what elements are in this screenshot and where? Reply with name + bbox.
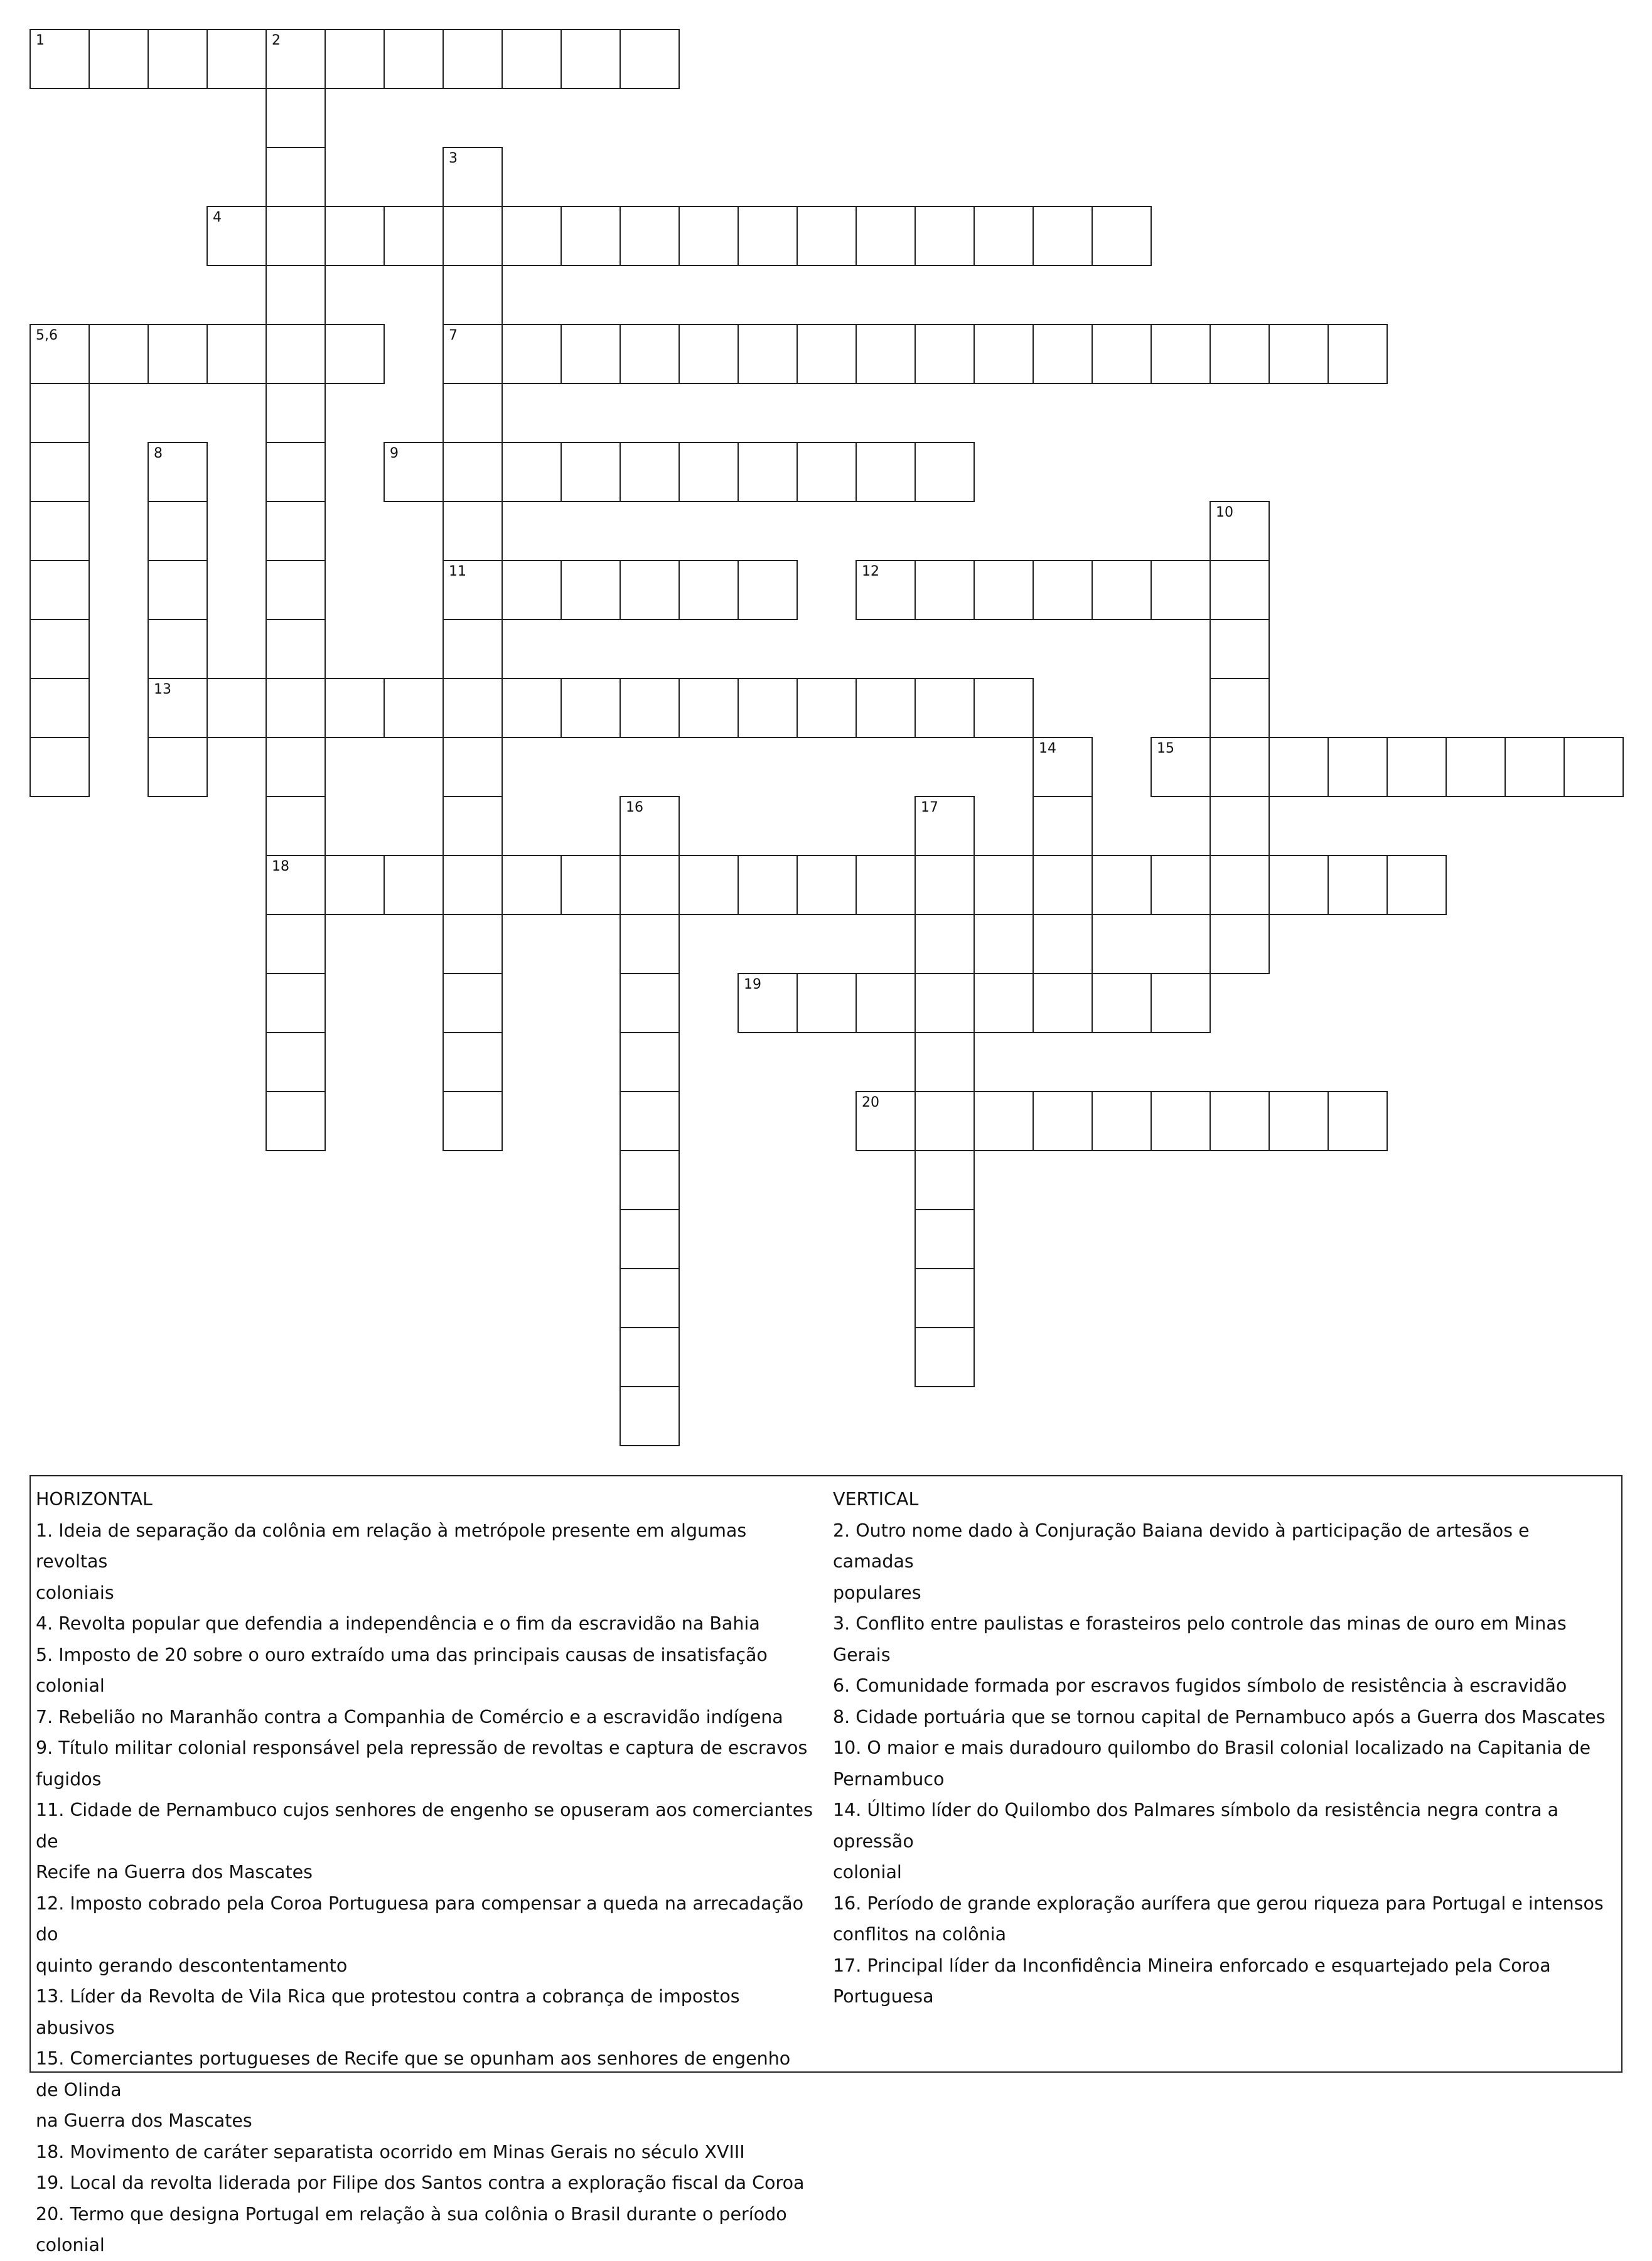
crossword-cell[interactable] (1210, 1091, 1270, 1151)
crossword-cell[interactable] (560, 442, 621, 502)
crossword-cell[interactable] (88, 29, 149, 89)
crossword-cell[interactable] (1032, 855, 1093, 915)
vertical-clue-line: Pernambuco (833, 1768, 945, 1790)
clue-number: 4 (213, 210, 222, 225)
crossword-cell[interactable] (1268, 324, 1329, 384)
crossword-cell[interactable] (148, 501, 208, 561)
clue-number: 8 (154, 446, 163, 461)
clue-number: 18 (272, 859, 289, 874)
crossword-cell[interactable] (856, 206, 916, 266)
crossword-cell[interactable] (620, 796, 680, 856)
crossword-cell[interactable] (30, 383, 90, 443)
crossword-cell[interactable] (620, 1268, 680, 1328)
horizontal-clue-line: 5. Imposto de 20 sobre o ouro extraído uma das principais causas de insatisfação colonial (36, 1644, 768, 1696)
crossword-cell[interactable] (266, 206, 326, 266)
horizontal-clue-line: coloniais (36, 1582, 114, 1603)
crossword-cell[interactable] (856, 678, 916, 738)
crossword-cell[interactable] (266, 737, 326, 797)
crossword-cell[interactable] (1032, 973, 1093, 1033)
clue-number: 16 (626, 800, 643, 815)
crossword-cell[interactable] (620, 324, 680, 384)
crossword-cell[interactable] (1150, 324, 1211, 384)
crossword-cell[interactable] (678, 206, 739, 266)
crossword-cell[interactable] (324, 29, 385, 89)
crossword-cell[interactable] (501, 678, 562, 738)
crossword-cell[interactable] (442, 442, 503, 502)
crossword-cell[interactable] (856, 855, 916, 915)
crossword-cell[interactable] (266, 855, 326, 915)
crossword-cell[interactable] (738, 324, 798, 384)
crossword-cell[interactable] (914, 560, 975, 620)
crossword-cell[interactable] (914, 1032, 975, 1092)
vertical-clue-line: 10. O maior e mais duradouro quilombo do Brasil colonial localizado na Capitania de (833, 1737, 1591, 1758)
crossword-cell[interactable] (442, 147, 503, 207)
crossword-cell[interactable] (1032, 560, 1093, 620)
crossword-cell[interactable] (1210, 501, 1270, 561)
clue-number: 12 (862, 564, 879, 579)
crossword-cell[interactable] (442, 501, 503, 561)
crossword-cell[interactable] (1092, 324, 1152, 384)
crossword-cell[interactable] (1032, 914, 1093, 974)
crossword-cell[interactable] (1032, 324, 1093, 384)
crossword-cell[interactable] (1150, 855, 1211, 915)
crossword-cell[interactable] (796, 678, 857, 738)
horizontal-title: HORIZONTAL (36, 1489, 153, 1510)
vertical-clue-line: populares (833, 1582, 921, 1603)
crossword-cell[interactable] (620, 678, 680, 738)
crossword-cell[interactable] (914, 914, 975, 974)
crossword-cell[interactable] (1210, 737, 1270, 797)
crossword-cell[interactable] (620, 442, 680, 502)
crossword-cell[interactable] (914, 1209, 975, 1269)
crossword-cell[interactable] (1268, 1091, 1329, 1151)
crossword-cell[interactable] (266, 324, 326, 384)
crossword-cell[interactable] (501, 29, 562, 89)
crossword-cell[interactable] (560, 206, 621, 266)
crossword-cell[interactable] (796, 973, 857, 1033)
crossword-cell[interactable] (620, 855, 680, 915)
horizontal-clue-line: 12. Imposto cobrado pela Coroa Portuguesa para compensar a queda na arrecadação do (36, 1893, 804, 1945)
horizontal-clue-line: quinto gerando descontentamento (36, 1955, 348, 1976)
crossword-cell[interactable] (324, 678, 385, 738)
vertical-clue-line: 14. Último líder do Quilombo dos Palmares símbolo da resistência negra contra a opressão (833, 1800, 1559, 1852)
clue-number: 3 (449, 151, 458, 166)
crossword-cell[interactable] (914, 442, 975, 502)
crossword-cell[interactable] (914, 1268, 975, 1328)
crossword-cell[interactable] (796, 206, 857, 266)
crossword-cell[interactable] (738, 206, 798, 266)
crossword-cell[interactable] (1268, 737, 1329, 797)
crossword-cell[interactable] (620, 1209, 680, 1269)
crossword-cell[interactable] (30, 560, 90, 620)
crossword-cell[interactable] (442, 324, 503, 384)
crossword-cell[interactable] (442, 29, 503, 89)
crossword-cell[interactable] (1446, 737, 1506, 797)
crossword-cell[interactable] (30, 324, 90, 384)
crossword-cell[interactable] (266, 619, 326, 679)
crossword-cell[interactable] (738, 560, 798, 620)
crossword-cell[interactable] (501, 324, 562, 384)
crossword-cell[interactable] (501, 206, 562, 266)
crossword-cell[interactable] (206, 206, 267, 266)
crossword-cell[interactable] (678, 324, 739, 384)
horizontal-clue-line: 4. Revolta popular que defendia a independência e o fim da escravidão na Bahia (36, 1613, 760, 1634)
crossword-cell[interactable] (973, 206, 1034, 266)
crossword-cell[interactable] (1210, 619, 1270, 679)
vertical-clue-line: 16. Período de grande exploração aurífera que gerou riqueza para Portugal e intensos (833, 1893, 1604, 1914)
crossword-cell[interactable] (1504, 737, 1565, 797)
crossword-cell[interactable] (1328, 737, 1388, 797)
crossword-cell[interactable] (206, 29, 267, 89)
crossword-cell[interactable] (856, 1091, 916, 1151)
vertical-clue-line: conflitos na colônia (833, 1924, 1007, 1945)
crossword-cell[interactable] (914, 206, 975, 266)
horizontal-clue-line: 18. Movimento de caráter separatista ocorrido em Minas Gerais no século XVIII (36, 2141, 745, 2162)
crossword-cell[interactable] (856, 560, 916, 620)
crossword-cell[interactable] (266, 29, 326, 89)
horizontal-clue-line: 15. Comerciantes portugueses de Recife que se opunham aos senhores de engenho de Olinda (36, 2048, 791, 2100)
crossword-cell[interactable] (206, 324, 267, 384)
clue-number: 2 (272, 33, 281, 48)
crossword-cell[interactable] (678, 442, 739, 502)
crossword-cell[interactable] (973, 560, 1034, 620)
crossword-cell[interactable] (620, 1327, 680, 1387)
crossword-cell[interactable] (973, 1091, 1034, 1151)
crossword-cell[interactable] (796, 324, 857, 384)
crossword-cell[interactable] (1210, 324, 1270, 384)
crossword-cell[interactable] (1092, 973, 1152, 1033)
crossword-cell[interactable] (1268, 855, 1329, 915)
crossword-cell[interactable] (1092, 560, 1152, 620)
crossword-cell[interactable] (620, 1150, 680, 1210)
crossword-cell[interactable] (620, 560, 680, 620)
crossword-cell[interactable] (148, 737, 208, 797)
horizontal-clue-line: 19. Local da revolta liderada por Filipe dos Santos contra a exploração fiscal da Coroa (36, 2172, 805, 2193)
crossword-cell[interactable] (620, 914, 680, 974)
crossword-cell[interactable] (796, 442, 857, 502)
crossword-cell[interactable] (1210, 560, 1270, 620)
crossword-cell[interactable] (148, 560, 208, 620)
crossword-cell[interactable] (324, 324, 385, 384)
vertical-clue-line: 2. Outro nome dado à Conjuração Baiana devido à participação de artesãos e camadas (833, 1520, 1530, 1572)
crossword-cell[interactable] (442, 1091, 503, 1151)
horizontal-clue-line: Recife na Guerra dos Mascates (36, 1862, 313, 1882)
crossword-cell[interactable] (1210, 855, 1270, 915)
crossword-cell[interactable] (266, 914, 326, 974)
crossword-cell[interactable] (1150, 737, 1211, 797)
clue-number: 20 (862, 1095, 879, 1110)
horizontal-clue-line: 1. Ideia de separação da colônia em relação à metrópole presente em algumas revoltas (36, 1520, 747, 1572)
crossword-cell[interactable] (796, 855, 857, 915)
crossword-cell[interactable] (442, 973, 503, 1033)
crossword-cell[interactable] (1386, 855, 1447, 915)
crossword-cell[interactable] (442, 1032, 503, 1092)
crossword-cell[interactable] (1328, 1091, 1388, 1151)
horizontal-clue-line: 11. Cidade de Pernambuco cujos senhores de engenho se opuseram aos comerciantes de (36, 1800, 813, 1852)
crossword-cell[interactable] (1032, 796, 1093, 856)
crossword-cell[interactable] (148, 442, 208, 502)
crossword-cell[interactable] (560, 855, 621, 915)
crossword-cell[interactable] (620, 29, 680, 89)
crossword-cell[interactable] (442, 619, 503, 679)
crossword-cell[interactable] (1564, 737, 1624, 797)
clue-number: 15 (1157, 741, 1174, 756)
crossword-cell[interactable] (914, 324, 975, 384)
crossword-cell[interactable] (914, 678, 975, 738)
crossword-cell[interactable] (30, 29, 90, 89)
crossword-cell[interactable] (148, 678, 208, 738)
crossword-cell[interactable] (266, 1032, 326, 1092)
crossword-cell[interactable] (973, 324, 1034, 384)
crossword-cell[interactable] (1032, 206, 1093, 266)
vertical-clue-line: 8. Cidade portuária que se tornou capital de Pernambuco após a Guerra dos Mascates (833, 1706, 1606, 1727)
clue-number: 14 (1039, 741, 1056, 756)
crossword-cell[interactable] (620, 1032, 680, 1092)
crossword-cell[interactable] (384, 855, 444, 915)
crossword-cell[interactable] (678, 560, 739, 620)
crossword-cell[interactable] (856, 442, 916, 502)
clue-number: 10 (1216, 505, 1233, 520)
crossword-cell[interactable] (266, 147, 326, 207)
crossword-cell[interactable] (442, 206, 503, 266)
horizontal-clues (36, 1484, 814, 2261)
crossword-cell[interactable] (620, 206, 680, 266)
crossword-cell[interactable] (620, 1091, 680, 1151)
crossword-cell[interactable] (914, 973, 975, 1033)
vertical-title: VERTICAL (833, 1489, 919, 1510)
crossword-cell[interactable] (30, 678, 90, 738)
crossword-cell[interactable] (914, 1150, 975, 1210)
crossword-cell[interactable] (501, 855, 562, 915)
crossword-cell[interactable] (738, 855, 798, 915)
crossword-cell[interactable] (442, 796, 503, 856)
crossword-cell[interactable] (266, 796, 326, 856)
crossword-cell[interactable] (384, 206, 444, 266)
crossword-cell[interactable] (442, 737, 503, 797)
crossword-cell[interactable] (30, 619, 90, 679)
vertical-clue-line: 17. Principal líder da Inconfidência Mineira enforcado e esquartejado pela Coroa Portuguesa (833, 1955, 1551, 2007)
crossword-cell[interactable] (266, 501, 326, 561)
crossword-cell[interactable] (560, 560, 621, 620)
crossword-cell[interactable] (1032, 1091, 1093, 1151)
crossword-cell[interactable] (1150, 973, 1211, 1033)
crossword-cell[interactable] (266, 265, 326, 325)
crossword-cell[interactable] (856, 324, 916, 384)
crossword-cell[interactable] (1032, 737, 1093, 797)
crossword-cell[interactable] (266, 442, 326, 502)
crossword-cell[interactable] (266, 973, 326, 1033)
crossword-cell[interactable] (501, 560, 562, 620)
crossword-cell[interactable] (560, 29, 621, 89)
clue-number: 5,6 (36, 328, 58, 343)
crossword-cell[interactable] (1210, 796, 1270, 856)
crossword-cell[interactable] (973, 678, 1034, 738)
clue-number: 13 (154, 682, 171, 697)
crossword-cell[interactable] (1092, 855, 1152, 915)
crossword-cell[interactable] (914, 796, 975, 856)
clue-number: 17 (921, 800, 938, 815)
crossword-cell[interactable] (973, 855, 1034, 915)
horizontal-clue-line: fugidos (36, 1768, 102, 1790)
crossword-cell[interactable] (384, 442, 444, 502)
crossword-cell[interactable] (560, 678, 621, 738)
crossword-cell[interactable] (1150, 1091, 1211, 1151)
crossword-cell[interactable] (1328, 324, 1388, 384)
crossword-cell[interactable] (324, 206, 385, 266)
crossword-cell[interactable] (738, 678, 798, 738)
crossword-cell[interactable] (30, 737, 90, 797)
crossword-cell[interactable] (1092, 1091, 1152, 1151)
crossword-cell[interactable] (1328, 855, 1388, 915)
crossword-cell[interactable] (442, 678, 503, 738)
clues-box (30, 1475, 1622, 2255)
crossword-cell[interactable] (620, 973, 680, 1033)
horizontal-clue-line: 7. Rebelião no Maranhão contra a Companhia de Comércio e a escravidão indígena (36, 1706, 783, 1727)
crossword-cell[interactable] (266, 383, 326, 443)
crossword-cell[interactable] (442, 855, 503, 915)
crossword-cell[interactable] (1150, 560, 1211, 620)
crossword-cell[interactable] (266, 560, 326, 620)
crossword-cell[interactable] (678, 855, 739, 915)
crossword-cell[interactable] (738, 973, 798, 1033)
crossword-cell[interactable] (973, 973, 1034, 1033)
clue-number: 9 (390, 446, 399, 461)
crossword-cell[interactable] (501, 442, 562, 502)
vertical-clue-line: 3. Conflito entre paulistas e forasteiros pelo controle das minas de ouro em Minas Gerais (833, 1613, 1567, 1665)
crossword-cell[interactable] (148, 29, 208, 89)
crossword-cell[interactable] (620, 1386, 680, 1446)
crossword-cell[interactable] (324, 855, 385, 915)
crossword-cell[interactable] (384, 678, 444, 738)
crossword-cell[interactable] (1386, 737, 1447, 797)
crossword-cell[interactable] (914, 1327, 975, 1387)
clue-number: 19 (744, 977, 761, 992)
crossword-cell[interactable] (442, 383, 503, 443)
crossword-cell[interactable] (914, 1091, 975, 1151)
crossword-cell[interactable] (30, 442, 90, 502)
crossword-cell[interactable] (148, 619, 208, 679)
horizontal-clue-line: 13. Líder da Revolta de Vila Rica que protestou contra a cobrança de impostos abusivos (36, 1986, 740, 2038)
crossword-cell[interactable] (88, 324, 149, 384)
crossword-cell[interactable] (1092, 206, 1152, 266)
vertical-clue-line: colonial (833, 1862, 902, 1882)
crossword-cell[interactable] (442, 265, 503, 325)
crossword-cell[interactable] (442, 560, 503, 620)
crossword-cell[interactable] (384, 29, 444, 89)
crossword-cell[interactable] (442, 914, 503, 974)
horizontal-clue-line: na Guerra dos Mascates (36, 2110, 252, 2131)
horizontal-clue-line: 20. Termo que designa Portugal em relação à sua colônia o Brasil durante o período colonial (36, 2203, 787, 2255)
crossword-cell[interactable] (206, 678, 267, 738)
crossword-cell[interactable] (738, 442, 798, 502)
crossword-cell[interactable] (266, 678, 326, 738)
crossword-cell[interactable] (914, 855, 975, 915)
crossword-cell[interactable] (856, 973, 916, 1033)
crossword-cell[interactable] (678, 678, 739, 738)
crossword-cell[interactable] (266, 1091, 326, 1151)
crossword-cell[interactable] (1210, 678, 1270, 738)
clue-number: 7 (449, 328, 458, 343)
horizontal-clue-line: 9. Título militar colonial responsável pela repressão de revoltas e captura de escravos (36, 1737, 808, 1758)
clue-number: 1 (36, 33, 45, 48)
vertical-clue-line: 6. Comunidade formada por escravos fugidos símbolo de resistência à escravidão (833, 1675, 1567, 1696)
clue-number: 11 (449, 564, 466, 579)
crossword-cell[interactable] (30, 501, 90, 561)
crossword-cell[interactable] (1210, 914, 1270, 974)
crossword-cell[interactable] (148, 324, 208, 384)
crossword-cell[interactable] (266, 88, 326, 148)
vertical-clues (833, 1484, 1611, 2012)
crossword-cell[interactable] (560, 324, 621, 384)
